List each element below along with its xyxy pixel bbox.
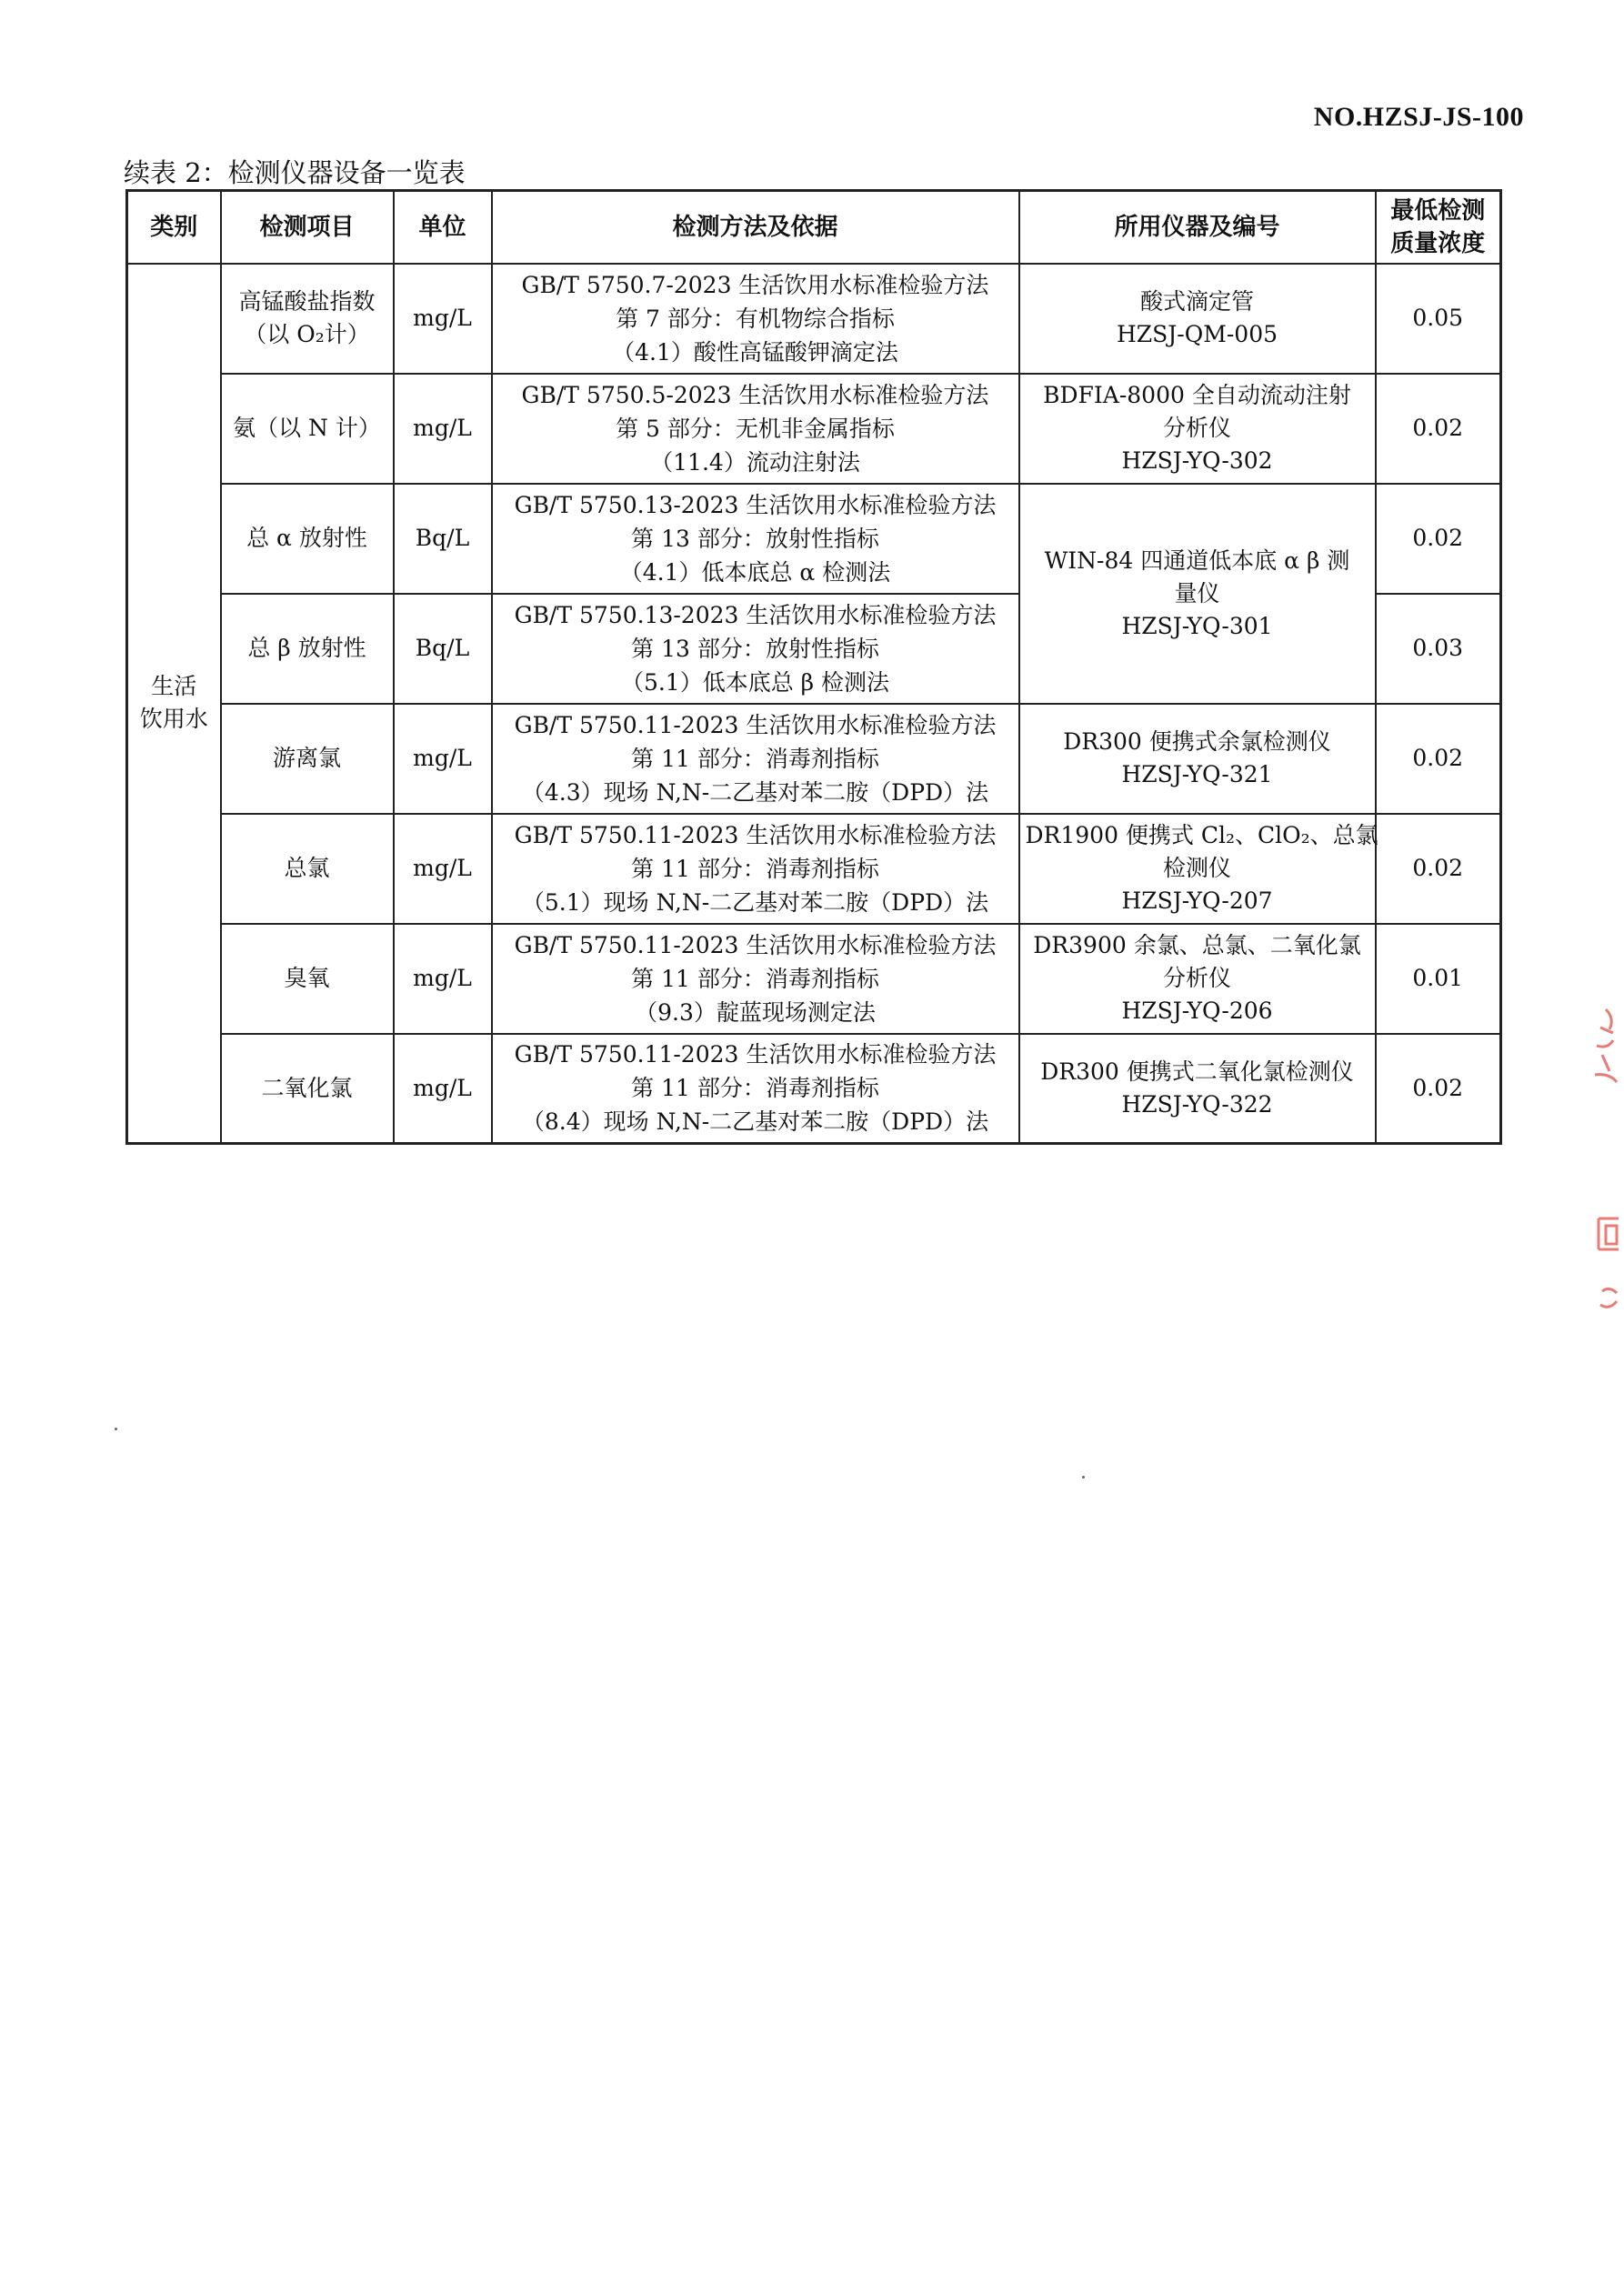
- instrument-cell-line: DR300 便携式二氧化氯检测仪: [1040, 1058, 1354, 1085]
- method-cell-line: GB/T 5750.13-2023 生活饮用水标准检验方法: [514, 601, 997, 628]
- item-cell-line: 臭氧: [284, 965, 330, 991]
- unit-cell: mg/L: [394, 814, 492, 924]
- item-cell: [221, 704, 394, 814]
- unit-cell: Bq/L: [394, 594, 492, 704]
- method-cell-line: 第 11 部分：消毒剂指标: [631, 855, 879, 882]
- category-label-line1: 生活: [151, 673, 197, 700]
- method-cell-line: 第 11 部分：消毒剂指标: [631, 1075, 879, 1102]
- unit-cell: mg/L: [394, 374, 492, 484]
- table-row: [127, 264, 1501, 374]
- item-cell-line: 总氯: [284, 855, 330, 881]
- instrument-cell-line: HZSJ-YQ-321: [1121, 761, 1273, 787]
- instrument-cell-line: DR300 便携式余氯检测仪: [1063, 728, 1331, 755]
- table-caption: 续表 2：检测仪器设备一览表: [124, 157, 466, 188]
- item-cell: [221, 1034, 394, 1144]
- instrument-cell-line: HZSJ-YQ-302: [1121, 447, 1273, 474]
- limit-cell: 0.02: [1376, 374, 1501, 484]
- limit-cell: 0.02: [1376, 814, 1501, 924]
- method-cell-line: 第 13 部分：放射性指标: [631, 635, 879, 662]
- header-unit: 单位: [394, 191, 492, 264]
- item-cell: [221, 374, 394, 484]
- instrument-cell: [1019, 374, 1376, 484]
- instrument-cell: [1019, 814, 1376, 924]
- scan-speck: [115, 1428, 117, 1430]
- scan-speck: [1082, 1476, 1085, 1479]
- instrument-cell: [1019, 1034, 1376, 1144]
- method-cell-line: GB/T 5750.11-2023 生活饮用水标准检验方法: [514, 821, 997, 848]
- category-cell: [127, 264, 221, 1144]
- instrument-cell-line: 分析仪: [1162, 415, 1231, 441]
- instrument-cell-line: HZSJ-YQ-322: [1121, 1090, 1273, 1118]
- header-limit-line2: 质量浓度: [1390, 229, 1486, 257]
- item-cell-line: （以 O₂计）: [244, 321, 370, 347]
- limit-cell: 0.03: [1376, 594, 1501, 704]
- table-row: [127, 924, 1501, 1034]
- instrument-cell: [1019, 704, 1376, 814]
- item-cell: [221, 594, 394, 704]
- method-cell-line: （4.1）低本底总 α 检测法: [619, 558, 891, 586]
- limit-cell: 0.02: [1376, 484, 1501, 594]
- header-limit-line1: 最低检测: [1390, 196, 1486, 225]
- table-row: [127, 374, 1501, 484]
- table-row: [127, 814, 1501, 924]
- unit-cell: mg/L: [394, 1034, 492, 1144]
- header-item: 检测项目: [221, 191, 394, 264]
- method-cell-line: 第 11 部分：消毒剂指标: [631, 745, 879, 772]
- instrument-cell: [1019, 484, 1376, 704]
- method-cell: [492, 704, 1019, 814]
- method-cell-line: （8.4）现场 N,N-二乙基对苯二胺（DPD）法: [521, 1108, 989, 1136]
- instrument-cell-line: 酸式滴定管: [1139, 288, 1254, 315]
- header-row: [127, 191, 1501, 264]
- header-method: 检测方法及依据: [492, 191, 1019, 264]
- method-cell-line: GB/T 5750.11-2023 生活饮用水标准检验方法: [514, 711, 997, 738]
- seal-stamp-fragment: [1579, 991, 1624, 1337]
- method-cell-line: 第 7 部分：有机物综合指标: [616, 305, 895, 332]
- method-cell: [492, 484, 1019, 594]
- item-cell: [221, 264, 394, 374]
- method-cell-line: （5.1）低本底总 β 检测法: [620, 668, 890, 696]
- item-cell: [221, 484, 394, 594]
- item-cell-line: 高锰酸盐指数: [238, 288, 376, 315]
- unit-cell: mg/L: [394, 704, 492, 814]
- method-cell: [492, 594, 1019, 704]
- method-cell-line: GB/T 5750.7-2023 生活饮用水标准检验方法: [521, 271, 989, 298]
- document-number: NO.HZSJ-JS-100: [1313, 102, 1524, 132]
- instrument-cell-line: DR3900 余氯、总氯、二氧化氯: [1033, 932, 1361, 958]
- instrument-cell: [1019, 924, 1376, 1034]
- method-cell-line: （4.3）现场 N,N-二乙基对苯二胺（DPD）法: [521, 778, 989, 806]
- table-row: [127, 1034, 1501, 1144]
- method-cell-line: （5.1）现场 N,N-二乙基对苯二胺（DPD）法: [521, 888, 989, 916]
- table-row: [127, 484, 1501, 594]
- category-label-line2: 饮用水: [139, 706, 208, 733]
- method-cell-line: （11.4）流动注射法: [650, 448, 860, 476]
- item-cell-line: 总 α 放射性: [246, 525, 367, 551]
- method-cell-line: （4.1）酸性高锰酸钾滴定法: [612, 338, 898, 366]
- method-cell: [492, 1034, 1019, 1144]
- method-cell: [492, 924, 1019, 1034]
- method-cell: [492, 264, 1019, 374]
- table-row: [127, 704, 1501, 814]
- instrument-cell-line: BDFIA-8000 全自动流动注射: [1043, 382, 1351, 408]
- instrument-table: [125, 189, 1502, 1145]
- instrument-cell-line: 分析仪: [1162, 965, 1231, 991]
- instrument-cell-line: WIN-84 四通道低本底 α β 测: [1044, 546, 1350, 574]
- limit-cell: 0.02: [1376, 704, 1501, 814]
- method-cell-line: GB/T 5750.11-2023 生活饮用水标准检验方法: [514, 1041, 997, 1068]
- method-cell-line: （9.3）靛蓝现场测定法: [635, 998, 876, 1026]
- instrument-cell-line: 量仪: [1174, 579, 1220, 607]
- unit-cell: Bq/L: [394, 484, 492, 594]
- header-category: 类别: [127, 191, 221, 264]
- limit-cell: 0.02: [1376, 1034, 1501, 1144]
- method-cell-line: 第 11 部分：消毒剂指标: [631, 965, 879, 992]
- item-cell: [221, 814, 394, 924]
- item-cell-line: 总 β 放射性: [247, 635, 366, 661]
- method-cell-line: 第 5 部分：无机非金属指标: [616, 415, 895, 442]
- item-cell: [221, 924, 394, 1034]
- item-cell-line: 游离氯: [272, 745, 341, 771]
- instrument-cell-line: HZSJ-QM-005: [1116, 321, 1278, 347]
- instrument-cell: [1019, 264, 1376, 374]
- method-cell: [492, 814, 1019, 924]
- unit-cell: mg/L: [394, 264, 492, 374]
- method-cell-line: GB/T 5750.11-2023 生活饮用水标准检验方法: [514, 931, 997, 958]
- method-cell-line: GB/T 5750.5-2023 生活饮用水标准检验方法: [521, 381, 989, 408]
- instrument-cell-line: HZSJ-YQ-207: [1121, 887, 1273, 914]
- item-cell-line: 二氧化氯: [261, 1074, 353, 1101]
- instrument-cell-line: 检测仪: [1162, 855, 1231, 881]
- instrument-cell-line: DR1900 便携式 Cl₂、ClO₂、总氯: [1025, 822, 1378, 848]
- header-instrument: 所用仪器及编号: [1019, 191, 1376, 264]
- instrument-cell-line: HZSJ-YQ-301: [1121, 612, 1273, 639]
- header-limit: [1376, 191, 1501, 264]
- method-cell-line: 第 13 部分：放射性指标: [631, 525, 879, 552]
- method-cell: [492, 374, 1019, 484]
- item-cell-line: 氨（以 N 计）: [233, 415, 381, 441]
- limit-cell: 0.01: [1376, 924, 1501, 1034]
- limit-cell: 0.05: [1376, 264, 1501, 374]
- unit-cell: mg/L: [394, 924, 492, 1034]
- instrument-cell-line: HZSJ-YQ-206: [1121, 998, 1273, 1024]
- method-cell-line: GB/T 5750.13-2023 生活饮用水标准检验方法: [514, 491, 997, 518]
